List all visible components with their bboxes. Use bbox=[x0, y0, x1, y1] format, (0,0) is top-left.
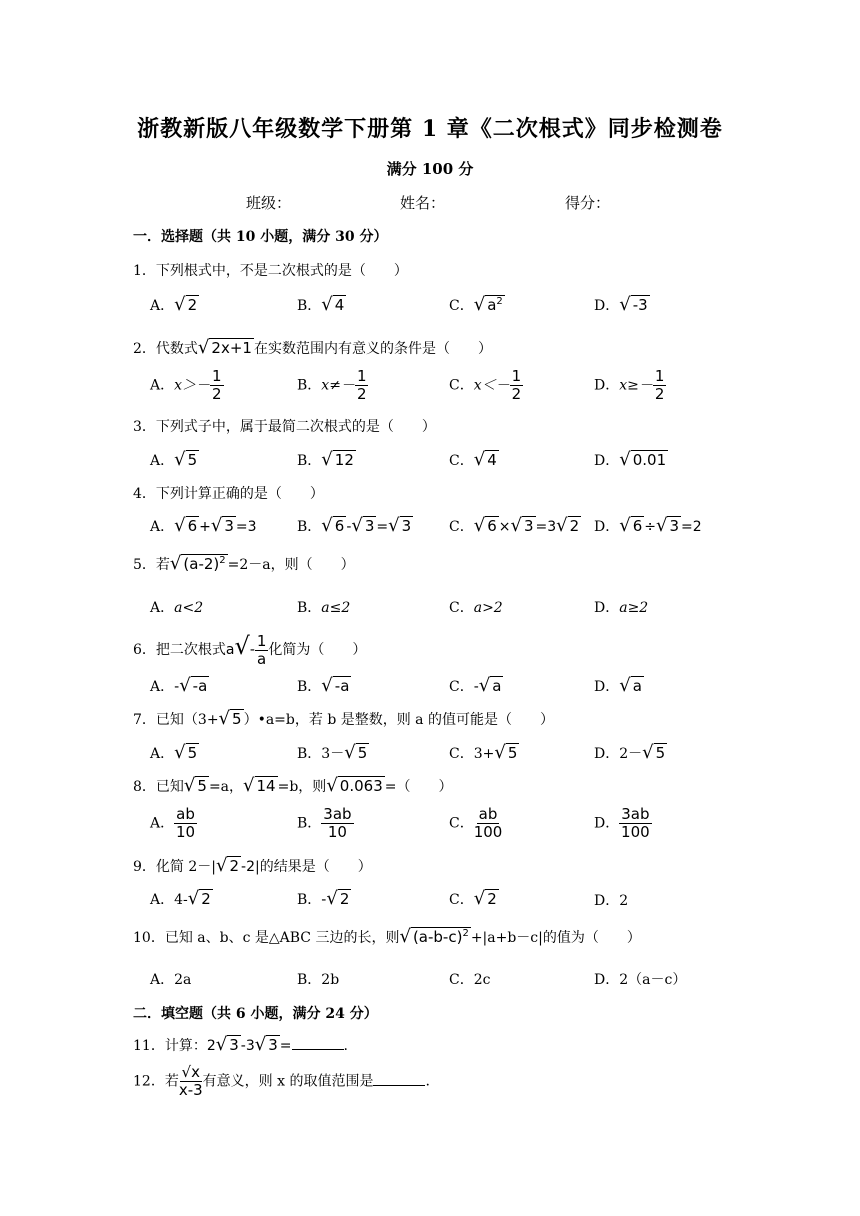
q2-option-a: A．x＞－ $\frac{1}{2}$ bbox=[150, 367, 222, 403]
answer-blank[interactable] bbox=[292, 1049, 344, 1050]
question-1: 1．下列根式中，不是二次根式的是（ ） bbox=[133, 263, 408, 279]
q1-option-d: D．√ -3 bbox=[594, 294, 648, 315]
q3-option-a: A．√ 5 bbox=[150, 449, 198, 470]
q1-option-b: B．√ 4 bbox=[297, 294, 345, 315]
q4-option-a: A．√ 6 +√ 3 =3 bbox=[150, 515, 257, 536]
q2-option-c: C．x＜－ $\frac{1}{2}$ bbox=[449, 367, 522, 403]
q4-option-b: B．√ 6 -√ 3 =√ 3 bbox=[297, 515, 412, 536]
q5-option-c: C．a>2 bbox=[449, 600, 503, 616]
q8-option-a: A． $\frac{ab}{10}$ bbox=[150, 805, 196, 841]
question-4: 4．下列计算正确的是（ ） bbox=[133, 486, 324, 502]
section-heading-fill: 二．填空题（共 6 小题，满分 24 分） bbox=[133, 1006, 378, 1022]
q7-option-c: C．3+√ 5 bbox=[449, 742, 518, 763]
q6-option-b: B．√ -a bbox=[297, 675, 350, 696]
q10-option-a: A．2a bbox=[150, 972, 192, 988]
question-10: 10．已知 a、b、c 是△ABC 三边的长，则√ $(a-b-c)^2 +|a+b-c|$的值为（ ） bbox=[133, 926, 641, 947]
q4-option-c: C．√ 6 ×√ 3 =3√ 2 bbox=[449, 515, 580, 536]
sqrt-icon: √ bbox=[619, 294, 631, 315]
q1-option-a: A．√ 2 bbox=[150, 294, 198, 315]
q3-option-d: D．√ 0.01 bbox=[594, 449, 667, 470]
score-label: 得分： bbox=[565, 194, 611, 212]
q5-option-b: B．a≤2 bbox=[297, 600, 351, 616]
full-score: 满分 100 分 bbox=[386, 160, 474, 178]
question-9: 9．化简 2－|√ 2 -2|的结果是（ ） bbox=[133, 855, 372, 876]
q4-option-d: D．√ 6 ÷√ 3 =2 bbox=[594, 515, 702, 536]
q9-option-d: D．2 bbox=[594, 893, 629, 909]
q5-option-a: A．a<2 bbox=[150, 600, 204, 616]
q3-option-b: B．√ 12 bbox=[297, 449, 354, 470]
sqrt-icon: √ bbox=[174, 449, 186, 470]
q9-option-a: A．4-√ 2 bbox=[150, 888, 211, 909]
q8-option-d: D． $\frac{3ab}{100}$ bbox=[594, 805, 650, 841]
sqrt-icon: √ bbox=[619, 449, 631, 470]
class-label: 班级： bbox=[246, 194, 292, 212]
question-7: 7．已知（3+√ 5 ）•a=b，若 b 是整数，则 a 的值可能是（ ） bbox=[133, 708, 554, 729]
q9-option-b: B．-√ 2 bbox=[297, 888, 350, 909]
q6-option-a: A．-√ -a bbox=[150, 675, 208, 696]
question-12: 12．若 $\frac{√x}{x-3}$ 有意义，则 x 的取值范围是 . bbox=[133, 1063, 430, 1099]
name-label: 姓名： bbox=[400, 194, 446, 212]
section-heading-choice: 一．选择题（共 10 小题，满分 30 分） bbox=[133, 229, 388, 245]
q2-option-b: B．x≠－ $\frac{1}{2}$ bbox=[297, 367, 367, 403]
q6-option-c: C．-√ a bbox=[449, 675, 502, 696]
sqrt-icon: √ bbox=[197, 337, 210, 358]
q3-option-c: C．√ 4 bbox=[449, 449, 497, 470]
q10-option-d: D．2（a－c） bbox=[594, 972, 687, 988]
question-6: 6．把二次根式a√- $\frac{1}{a}$ 化简为（ ） bbox=[133, 631, 367, 668]
sqrt-icon: √ bbox=[321, 449, 333, 470]
q9-option-c: C．√ 2 bbox=[449, 888, 497, 909]
page-title: 浙教新版八年级数学下册第 1 章《二次根式》同步检测卷 bbox=[137, 116, 723, 142]
q7-option-d: D．2－√ 5 bbox=[594, 742, 666, 763]
sqrt-icon: √ bbox=[473, 449, 486, 470]
question-5: 5．若√ $(a-2)^2 =2-a$，则（ ） bbox=[133, 553, 355, 574]
question-11: 11．计算：2√ 3 -3√ 3 = . bbox=[133, 1034, 348, 1055]
q6-option-d: D．√ a bbox=[594, 675, 642, 696]
q10-option-b: B．2b bbox=[297, 972, 340, 988]
answer-blank[interactable] bbox=[373, 1085, 425, 1086]
q5-option-d: D．a≥2 bbox=[594, 600, 649, 616]
q8-option-b: B． $\frac{3ab}{10}$ bbox=[297, 805, 352, 841]
q10-option-c: C．2c bbox=[449, 972, 491, 988]
sqrt-icon: √ bbox=[321, 294, 333, 315]
question-2: 2．代数式√ 2x+1 在实数范围内有意义的条件是（ ） bbox=[133, 337, 492, 358]
question-3: 3．下列式子中，属于最简二次根式的是（ ） bbox=[133, 419, 436, 435]
q2-option-d: D．x≥－ $\frac{1}{2}$ bbox=[594, 367, 665, 403]
q8-option-c: C． $\frac{ab}{100}$ bbox=[449, 805, 503, 841]
q7-option-a: A．√ 5 bbox=[150, 742, 198, 763]
q7-option-b: B．3－√ 5 bbox=[297, 742, 368, 763]
sqrt-icon: √ bbox=[174, 294, 186, 315]
sqrt-icon: √ bbox=[473, 294, 486, 315]
q1-option-c: C．√ $a^2$ bbox=[449, 294, 503, 315]
question-8: 8．已知√ 5 =a，√ 14 =b，则√ 0.063 =（ ） bbox=[133, 775, 453, 796]
